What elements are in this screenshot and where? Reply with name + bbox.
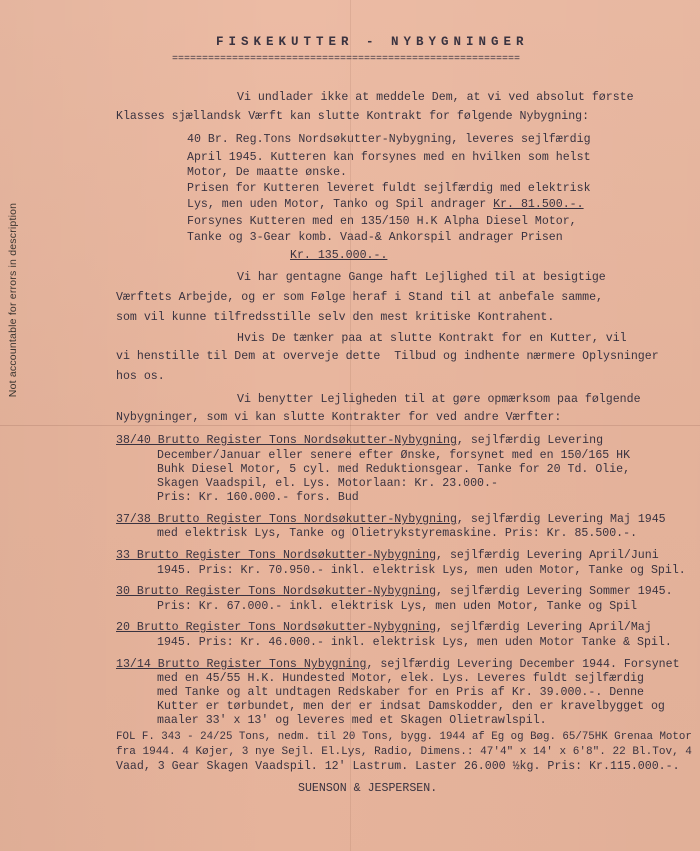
listing-head: 13/14 Brutto Register Tons Nybygning [116,658,367,671]
paragraph-line: hos os. [116,370,165,383]
paragraph-line: Værftets Arbejde, og er som Følge heraf i Stand til at anbefale samme, [116,291,604,304]
offer-price: Kr. 81.500.-. [493,198,584,211]
listing-line: 38/40 Brutto Register Tons Nordsøkutter-Nybygning, sejlfærdig Levering [116,434,604,447]
listing-line: med en 45/55 H.K. Hundested Motor, elek. Lys. Leveres fuldt sejlfærdig [157,672,645,685]
side-note [4,180,22,420]
listing-line: med elektrisk Lys, Tanke og Olietrykstyremaskine. Pris: Kr. 85.500.-. [157,527,638,540]
listing-line: Buhk Diesel Motor, 5 cyl. med Reduktionsgear. Tanke for 20 Td. Olie, [157,463,631,476]
offer-line: Motor, De maatte ønske. [187,166,348,179]
offer-line: Forsynes Kutteren med en 135/150 H.K Alpha Diesel Motor, [187,215,577,228]
offer-line: Tanke og 3-Gear komb. Vaad-& Ankorspil andrager Prisen [187,231,563,244]
listing-line: maaler 33' x 13' og leveres med et Skagen Olietrawlspil. [157,714,547,727]
listing-line: 1945. Pris: Kr. 70.950.- inkl. elektrisk Lys, men uden Motor, Tanke og Spil. [157,564,686,577]
offer-line: 40 Br. Reg.Tons Nordsøkutter-Nybygning, leveres sejlfærdig [187,133,591,146]
listing-head: 30 Brutto Register Tons Nordsøkutter-Nybygning [116,585,437,598]
offer-line: Lys, men uden Motor, Tanko og Spil andrager Kr. 81.500.-. [187,198,584,211]
listing-line: 30 Brutto Register Tons Nordsøkutter-Nybygning, sejlfærdig Levering Sommer 1945. [116,585,673,598]
offer-price: Kr. 135.000.-. [290,249,388,262]
signature: SUENSON & JESPERSEN. [298,782,438,795]
offer-line: Prisen for Kutteren leveret fuldt sejlfærdig med elektrisk [187,182,591,195]
paragraph-line: Klasses sjællandsk Værft kan slutte Kontrakt for følgende Nybygning: [116,110,590,123]
side-note-text: Not accountable for errors in description [7,202,19,398]
paragraph-line: Vi har gentagne Gange haft Lejlighed til at besigtige [237,271,606,284]
listing-line: med Tanke og alt undtagen Redskaber for en Pris af Kr. 39.000.-. Denne [157,686,645,699]
listing-line: 33 Brutto Register Tons Nordsøkutter-Nybygning, sejlfærdig Levering April/Juni [116,549,659,562]
listing-head: 20 Brutto Register Tons Nordsøkutter-Nybygning [116,621,437,634]
listing-line: 1945. Pris: Kr. 46.000.- inkl. elektrisk Lys, men uden Motor Tanke & Spil. [157,636,672,649]
paragraph-line: Hvis De tænker paa at slutte Kontrakt for en Kutter, vil [237,332,627,345]
title-rule: ========================================================== [172,54,521,65]
listing-line: 13/14 Brutto Register Tons Nybygning, sejlfærdig Levering December 1944. Forsynet [116,658,680,671]
listing-line: 20 Brutto Register Tons Nordsøkutter-Nybygning, sejlfærdig Levering April/Maj [116,621,652,634]
offer-line: April 1945. Kutteren kan forsynes med en hvilken som helst [187,151,591,164]
fol-line: FOL F. 343 - 24/25 Tons, nedm. til 20 Tons, bygg. 1944 af Eg og Bøg. 65/75HK Grenaa Motor [116,731,692,743]
paragraph-line: Nybygninger, som vi kan slutte Kontrakter for ved andre Værfter: [116,411,562,424]
paragraph-line: Vi benytter Lejligheden til at gøre opmærksom paa følgende [237,393,641,406]
paragraph-line: som vil kunne tilfredsstille selv den mest kritiske Kontrahent. [116,311,555,324]
listing-head: 37/38 Brutto Register Tons Nordsøkutter-Nybygning [116,513,457,526]
listing-line: Kutter er tørbundet, men der er indsat Damskodder, den er kravelbygget og [157,700,665,713]
fol-line: fra 1944. 4 Køjer, 3 nye Sejl. El.Lys, Radio, Dimens.: 47'4" x 14' x 6'8". 22 Bl.Tov, 4 [116,746,692,758]
listing-head: 33 Brutto Register Tons Nordsøkutter-Nybygning [116,549,437,562]
listing-line: Skagen Vaadspil, el. Lys. Motorlaan: Kr. 23.000.- [157,477,498,490]
listing-head: 38/40 Brutto Register Tons Nordsøkutter-Nybygning [116,434,457,447]
listing-line: 37/38 Brutto Register Tons Nordsøkutter-Nybygning, sejlfærdig Levering Maj 1945 [116,513,666,526]
paragraph-line: vi henstille til Dem at overveje dette Tilbud og indhente nærmere Oplysninger [116,350,659,363]
fol-line: Vaad, 3 Gear Skagen Vaadspil. 12' Lastrum. Laster 26.000 ½kg. Pris: Kr.115.000.-. [116,760,680,773]
page-title: FISKEKUTTER - NYBYGNINGER [216,35,529,49]
listing-line: Pris: Kr. 160.000.- fors. Bud [157,491,359,504]
listing-line: December/Januar eller senere efter Ønske, forsynet med en 150/165 HK [157,449,631,462]
listing-line: Pris: Kr. 67.000.- inkl. elektrisk Lys, men uden Motor, Tanke og Spil [157,600,638,613]
paragraph-line: Vi undlader ikke at meddele Dem, at vi ved absolut første [237,91,634,104]
